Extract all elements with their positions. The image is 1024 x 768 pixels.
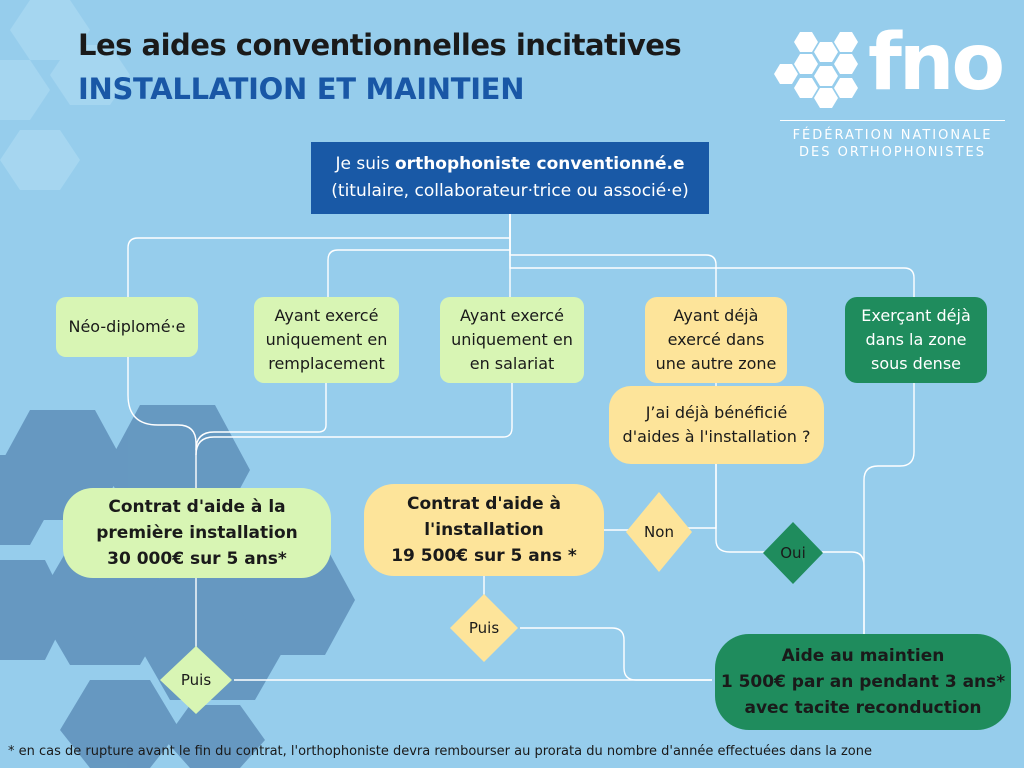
profile-remplacement: Ayant exercé uniquement en remplacement bbox=[254, 297, 399, 383]
decision-oui-label: Oui bbox=[780, 544, 806, 562]
fno-logo-text: fno bbox=[868, 18, 1003, 108]
profile-zone-sous-dense: Exerçant déjà dans la zone sous dense bbox=[845, 297, 987, 383]
fno-logo-icon bbox=[774, 32, 858, 108]
question-aides-installation: J’ai déjà bénéficié d'aides à l'installation ? bbox=[609, 386, 824, 464]
decision-puis-label: Puis bbox=[468, 619, 500, 637]
contract-installation: Contrat d'aide à l'installation 19 500€ sur 5 ans * bbox=[364, 484, 604, 576]
page-title: Les aides conventionnelles incitatives bbox=[78, 28, 682, 62]
decision-puis-label: Puis bbox=[180, 671, 212, 689]
decision-non-label: Non bbox=[644, 523, 674, 541]
page-subtitle: INSTALLATION ET MAINTIEN bbox=[78, 72, 525, 106]
contract-premiere-installation: Contrat d'aide à la première installation 30 000€ sur 5 ans* bbox=[63, 488, 331, 578]
profile-salariat: Ayant exercé uniquement en en salariat bbox=[440, 297, 584, 383]
aide-au-maintien: Aide au maintien 1 500€ par an pendant 3 ans* avec tacite reconduction bbox=[715, 634, 1011, 730]
start-node: Je suis orthophoniste conventionné.e (titulaire, collaborateur·trice ou associé·e) bbox=[311, 142, 709, 214]
profile-neo-diplome: Néo-diplomé·e bbox=[56, 297, 198, 357]
profile-autre-zone: Ayant déjà exercé dans une autre zone bbox=[645, 297, 787, 383]
footnote: * en cas de rupture avant le fin du contrat, l'orthophoniste devra rembourser au prorata du nombre d'année effectuées dans la zone bbox=[8, 744, 872, 759]
hexagon-decoration-dark bbox=[0, 405, 355, 768]
fno-logo-subtitle: FÉDÉRATION NATIONALE DES ORTHOPHONISTES bbox=[792, 128, 993, 160]
logo-divider bbox=[780, 120, 1005, 121]
